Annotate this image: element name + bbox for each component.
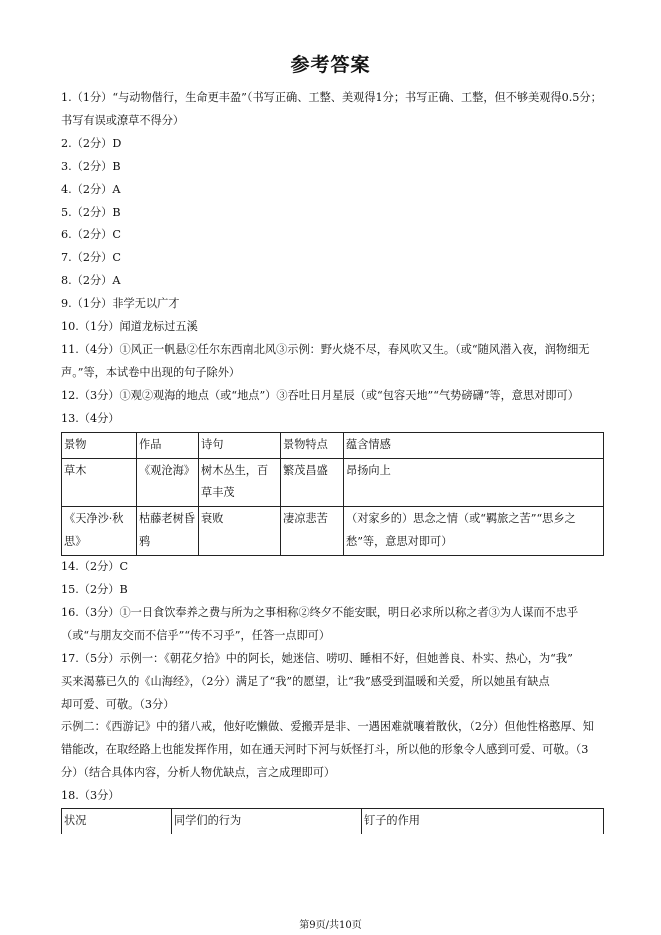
table-13-cell: 衰败 — [199, 507, 281, 556]
table-13-row — [62, 458, 604, 507]
answer-6: 6.（2分）C — [61, 228, 121, 242]
answer-18: 18.（3分） — [61, 789, 120, 803]
answer-15: 15.（2分）B — [61, 583, 128, 597]
table-13-cell: 枯藤老树昏鸦 — [137, 507, 199, 556]
table-18-header-cell: 钉子的作用 — [362, 809, 604, 834]
page-footer: 第9页/共10页 — [299, 920, 362, 931]
table-13-cell: 繁茂昌盛 — [281, 458, 344, 507]
table-13 — [61, 432, 604, 557]
answer-10: 10.（1分）闻道龙标过五溪 — [61, 320, 198, 334]
table-13-cell: 凄凉悲苦 — [281, 507, 344, 556]
page-title: 参考答案 — [290, 54, 371, 76]
answer-11: 11.（4分）①风正一帆悬②任尔东西南北风③示例：野火烧不尽，春风吹又生。（或“随风潜入夜，润物细无声。”等，本试卷中出现的句子除外） — [61, 342, 590, 379]
table-13-header-cell: 蕴含情感 — [344, 432, 604, 458]
answer-17-example-2: 示例二：《西游记》中的猪八戒，他好吃懒做、爱搬弄是非、一遇困难就嚷着散伙，（2分）但他性格憨厚、知错能改，在取经路上也能发挥作用，如在通天河时下河与妖怪打斗，所以他的形象令人感到可爱、可敬。（3分）（结合具体内容，分析人物优缺点，言之成理即可） — [61, 720, 594, 780]
table-13-header-cell: 诗句 — [199, 432, 281, 458]
table-13-header-cell: 景物特点 — [281, 432, 344, 458]
table-13-header-cell: 作品 — [137, 432, 199, 458]
table-13-cell: 《天净沙·秋思》 — [62, 507, 137, 556]
answer-5: 5.（2分）B — [61, 205, 121, 219]
table-13-cell: （对家乡的）思念之情（或“羁旅之苦”“思乡之愁”等，意思对即可） — [344, 507, 604, 556]
answer-8: 8.（2分）A — [61, 274, 121, 288]
table-13-cell: 草木 — [62, 458, 137, 507]
table-13-header-row — [62, 432, 604, 458]
table-13-cell: 树木丛生，百草丰茂 — [199, 458, 281, 507]
answer-16: 16.（3分）①一日食饮奉养之费与所为之事相称②终夕不能安眠，明日必求所以称之者③为人谋而不忠乎（或“与朋友交而不信乎”“传不习乎”，任答一点即可） — [61, 605, 579, 642]
table-18-header-row — [62, 809, 604, 834]
answer-7: 7.（2分）C — [61, 251, 121, 265]
answer-list — [61, 87, 605, 834]
table-18-header-cell: 同学们的行为 — [172, 809, 362, 834]
answer-2: 2.（2分）D — [61, 136, 122, 150]
answer-14: 14.（2分）C — [61, 560, 129, 574]
answer-12: 12.（3分）①观②观海的地点（或“地点”）③吞吐日月星辰（或“包容天地”“气势磅礴”等，意思对即可） — [61, 388, 579, 402]
answer-17-line: 买来渴慕已久的《山海经》，（2分）满足了“我”的愿望，让“我”感受到温暖和关爱，所以她虽有缺点 — [61, 674, 550, 688]
answer-17-line: 却可爱、可敬。（3分） — [61, 697, 175, 711]
table-18-header-cell: 状况 — [62, 809, 172, 834]
answer-4: 4.（2分）A — [61, 182, 121, 196]
answer-1: 1.（1分）“与动物偕行，生命更丰盈”（书写正确、工整、美观得1分；书写正确、工整，但不够美观得0.5分；书写有误或潦草不得分） — [61, 91, 602, 127]
answer-17-line: 17.（5分）示例一：《朝花夕拾》中的阿长，她迷信、唠叨、睡相不好，但她善良、朴实、热心，为“我” — [61, 651, 573, 665]
answer-3: 3.（2分）B — [61, 159, 121, 173]
table-13-row — [62, 507, 604, 556]
table-13-cell: 《观沧海》 — [137, 458, 199, 507]
answer-9: 9.（1分）非学无以广才 — [61, 297, 180, 311]
table-18 — [61, 808, 604, 834]
table-13-header-cell: 景物 — [62, 432, 137, 458]
answer-13: 13.（4分） — [61, 411, 120, 425]
table-13-cell: 昂扬向上 — [344, 458, 604, 507]
